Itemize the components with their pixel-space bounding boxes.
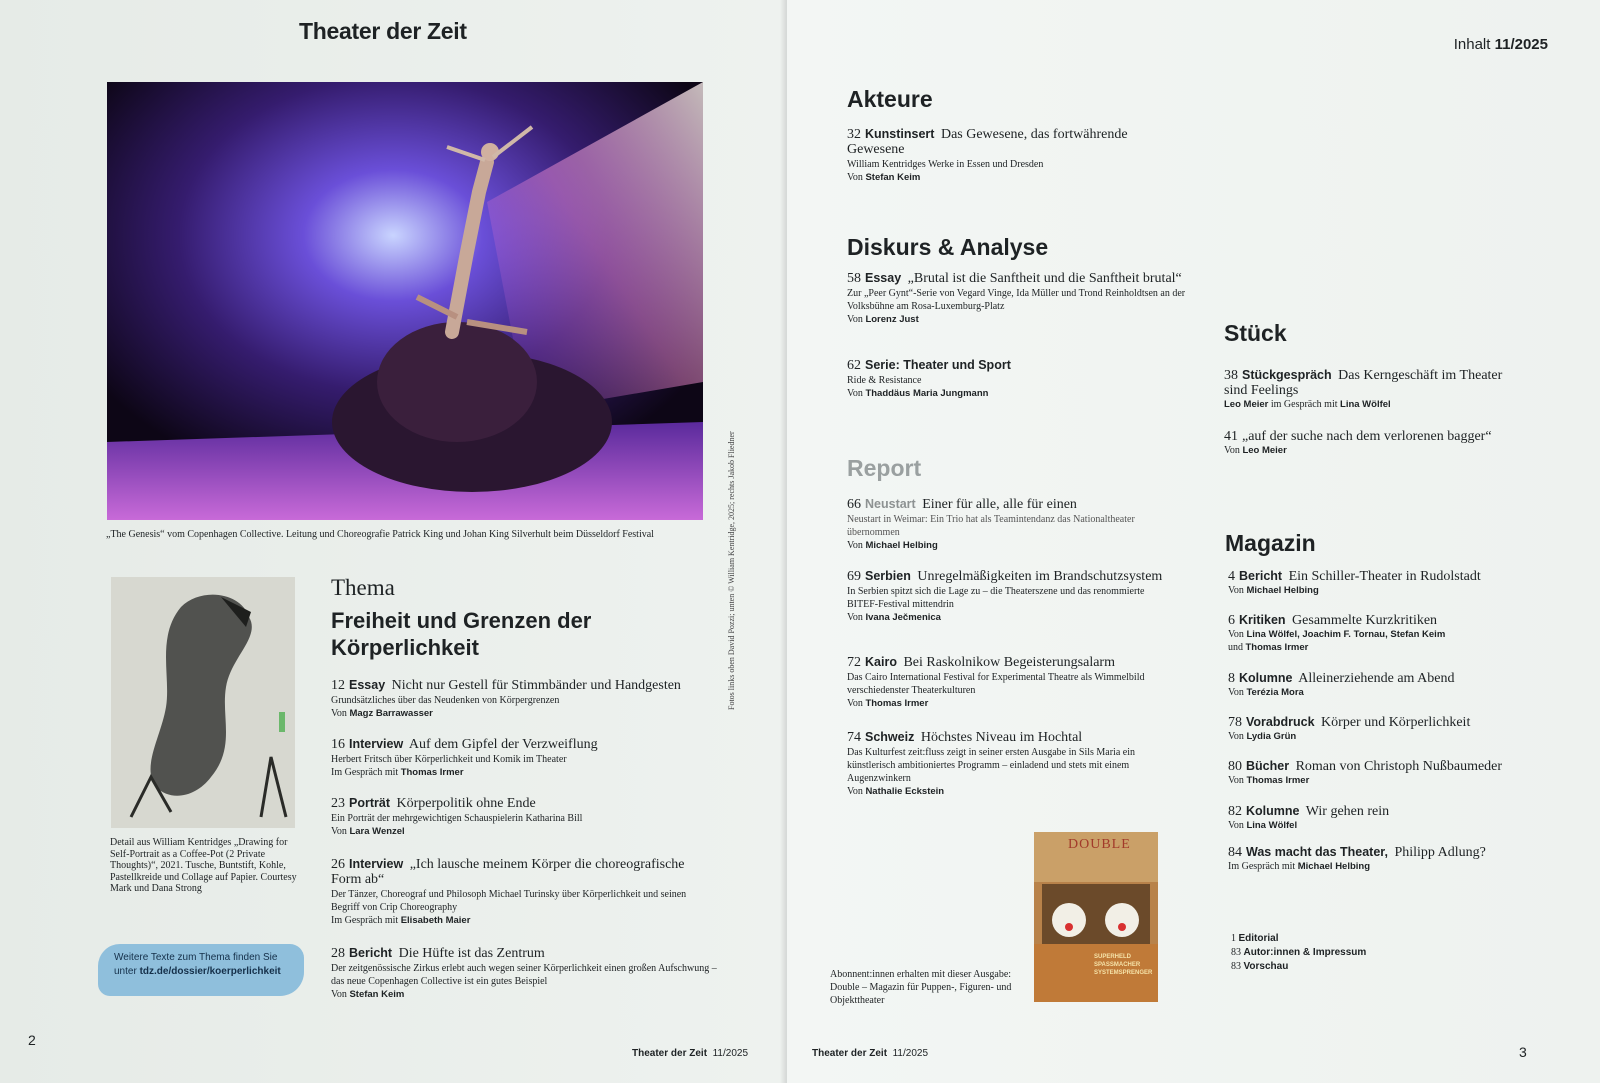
entry-keyword: Kunstinsert xyxy=(865,127,935,141)
entry-byline: Im Gespräch mit Thomas Irmer xyxy=(331,767,464,778)
entry-title: Das Kerngeschäft im Theater sind Feelings xyxy=(1224,368,1503,398)
footer-left xyxy=(632,1048,748,1059)
right-page xyxy=(787,0,1600,1083)
entry-title: Ein Schiller-Theater in Rudolstadt xyxy=(1288,569,1481,584)
cta-prefix: unter xyxy=(114,966,137,977)
toc-entry[interactable]: 66 Neustart Einer für alle, alle für einen Neustart in Weimar: Ein Trio hat als Teamintendanz das Nationaltheater übernommen Von Michael Helbing xyxy=(847,497,1177,552)
section-akteure: Akteure xyxy=(847,86,933,112)
entry-title: Gesammelte Kurzkritiken xyxy=(1292,613,1438,628)
entry-byline: Von Lina Wölfel xyxy=(1228,820,1298,831)
entry-byline: Von Lara Wenzel xyxy=(331,826,405,837)
entry-keyword: Essay xyxy=(865,271,902,285)
footer-issue: 11/2025 xyxy=(892,1048,928,1059)
drawing-graphic xyxy=(111,577,295,828)
entry-keyword: Neustart xyxy=(865,497,916,511)
cta-line1: Weitere Texte zum Thema finden Sie xyxy=(114,952,278,963)
entry-byline: Von Ivana Ječmenica xyxy=(847,612,941,623)
entry-byline: Leo Meier im Gespräch mit Lina Wölfel xyxy=(1224,399,1391,410)
entry-description: Neustart in Weimar: Ein Trio hat als Teamintendanz das Nationaltheater übernommen xyxy=(847,514,1135,538)
entry-keyword: Stückgespräch xyxy=(1242,368,1332,382)
subscriber-note: Abonnent:innen erhalten mit dieser Ausgabe: Double – Magazin für Puppen-, Figuren- und Objekttheater xyxy=(830,969,1012,1006)
entry-keyword: Serie: Theater und Sport xyxy=(865,358,1011,372)
entry-title: „auf der suche nach dem verlorenen bagger“ xyxy=(1242,429,1492,444)
entry-description: Ride & Resistance xyxy=(847,375,922,386)
stage-photo xyxy=(107,82,703,520)
double-magazine-cover xyxy=(1034,832,1158,1002)
entry-description: William Kentridges Werke in Essen und Dresden xyxy=(847,159,1044,170)
entry-description: In Serbien spitzt sich die Lage zu – die Theaterszene und das renommierte BITEF-Festival mittendrin xyxy=(847,586,1145,610)
entry-byline: Von Lina Wölfel, Joachim F. Tornau, Stefan Keim xyxy=(1228,629,1446,640)
photo-credit: Fotos links oben David Pozzi; unten © William Kentridge, 2025; rechts Jakob Fliedner xyxy=(727,431,736,710)
entry-byline: Von Nathalie Eckstein xyxy=(847,786,945,797)
entry-title: „Ich lausche meinem Körper die choreografische Form ab“ xyxy=(331,857,685,887)
entry-byline: Von Stefan Keim xyxy=(331,989,405,1000)
entry-keyword: Schweiz xyxy=(865,730,915,744)
entry-keyword: Bericht xyxy=(1239,569,1283,583)
entry-byline: Von Thaddäus Maria Jungmann xyxy=(847,388,989,399)
entry-title: Das Gewesene, das fortwährende Gewesene xyxy=(847,127,1128,157)
entry-keyword: Bericht xyxy=(349,946,393,960)
footer-title: Theater der Zeit xyxy=(632,1048,708,1059)
entry-description: Das Kulturfest zeit:fluss zeigt in seiner ersten Ausgabe in Sils Maria ein künstlerisch ambitioniertes Programm – einladend und stets mit einem Augenzwinkern xyxy=(847,747,1135,784)
entry-title: Auf dem Gipfel der Verzweiflung xyxy=(408,737,598,752)
entry-byline: Von Stefan Keim xyxy=(847,172,921,183)
entry-description: Das Cairo International Festival for Experimental Theatre als Wimmelbild verschiedenster Theaterkulturen xyxy=(847,672,1145,696)
toc-entry[interactable]: 72 Kairo Bei Raskolnikow Begeisterungsalarm Das Cairo International Festival for Experimental Theatre als Wimmelbild verschiedenster Theaterkulturen Von Thomas Irmer xyxy=(847,655,1177,710)
entry-byline: Von Michael Helbing xyxy=(1228,585,1319,596)
toc-entry[interactable]: 74 Schweiz Höchstes Niveau im Hochtal Das Kulturfest zeit:fluss zeigt in seiner ersten Ausgabe in Sils Maria ein künstlerisch ambitioniertes Programm – einladend und stets mit einem Augenzwinkern Von Nathalie Eckstein xyxy=(847,730,1177,798)
toc-entry[interactable]: 62 Serie: Theater und Sport Ride & Resistance Von Thaddäus Maria Jungmann xyxy=(847,358,1192,400)
entry-title: Philipp Adlung? xyxy=(1394,845,1486,860)
kentridge-drawing xyxy=(111,577,295,828)
masthead-title: Theater der Zeit xyxy=(299,18,467,44)
toc-entry[interactable]: 80 Bücher Roman von Christoph Nußbaumeder Von Thomas Irmer xyxy=(1228,759,1558,787)
extra-item[interactable]: 1 Editorial xyxy=(1231,933,1279,944)
entry-byline: Von Michael Helbing xyxy=(847,540,938,551)
extra-item[interactable]: 83 Vorschau xyxy=(1231,961,1289,972)
extras-list xyxy=(1231,932,1366,974)
entry-page-number: 16 xyxy=(331,737,345,752)
extra-item[interactable]: 83 Autor:innen & Impressum xyxy=(1231,947,1367,958)
cover-headline: SUPERHELD SPASSMACHER SYSTEMSPRENGER xyxy=(1094,954,1153,976)
toc-entry[interactable]: 41 „auf der suche nach dem verlorenen bagger“ Von Leo Meier xyxy=(1224,429,1524,457)
entry-title: Die Hüfte ist das Zentrum xyxy=(398,946,545,961)
entry-keyword: Essay xyxy=(349,678,386,692)
entry-title: Körper und Körperlichkeit xyxy=(1321,715,1471,730)
toc-entry[interactable] xyxy=(331,796,716,838)
entry-page-number: 12 xyxy=(331,678,345,693)
entry-keyword: Interview xyxy=(349,857,404,871)
section-report: Report xyxy=(847,455,922,481)
entry-byline: Von Lydia Grün xyxy=(1228,731,1297,742)
toc-entry[interactable]: 4 Bericht Ein Schiller-Theater in Rudolstadt Von Michael Helbing xyxy=(1228,569,1558,597)
author-name: Thomas Irmer xyxy=(400,767,464,778)
entry-keyword: Kolumne xyxy=(1246,804,1300,818)
toc-entry[interactable]: 84 Was macht das Theater, Philipp Adlung? Im Gespräch mit Michael Helbing xyxy=(1228,845,1558,873)
entry-title: Nicht nur Gestell für Stimmbänder und Handgesten xyxy=(391,678,681,693)
entry-byline: Von Terézia Mora xyxy=(1228,687,1304,698)
footer-title: Theater der Zeit xyxy=(812,1048,888,1059)
entry-title: Körperpolitik ohne Ende xyxy=(396,796,536,811)
dossier-url-link[interactable]: tdz.de/dossier/koerperlichkeit xyxy=(139,966,281,977)
section-diskurs: Diskurs & Analyse xyxy=(847,234,1049,260)
contents-issue: 11/2025 xyxy=(1494,36,1548,53)
cover-title: DOUBLE xyxy=(1068,837,1131,852)
toc-entry[interactable] xyxy=(331,857,716,927)
page-number-left: 2 xyxy=(28,1032,36,1048)
entry-keyword: Kolumne xyxy=(1239,671,1293,685)
page-number-right: 3 xyxy=(1519,1044,1527,1060)
toc-entry[interactable] xyxy=(331,737,716,779)
section-stueck: Stück xyxy=(1224,320,1287,346)
toc-entry[interactable] xyxy=(331,678,716,720)
entry-keyword: Vorabdruck xyxy=(1246,715,1315,729)
author-name: Lara Wenzel xyxy=(349,826,405,837)
entry-description: Herbert Fritsch über Körperlichkeit und Komik im Theater xyxy=(331,754,567,765)
entry-keyword: Kairo xyxy=(865,655,897,669)
toc-entry[interactable]: 78 Vorabdruck Körper und Körperlichkeit Von Lydia Grün xyxy=(1228,715,1558,743)
entry-page-number: 28 xyxy=(331,946,345,961)
entry-keyword: Porträt xyxy=(349,796,390,810)
toc-entry[interactable]: 82 Kolumne Wir gehen rein Von Lina Wölfel xyxy=(1228,804,1558,832)
entry-byline: Von Lorenz Just xyxy=(847,314,919,325)
entry-title: „Brutal ist die Sanftheit und die Sanftheit brutal“ xyxy=(907,271,1182,286)
entry-title: Unregelmäßigkeiten im Brandschutzsystem xyxy=(917,569,1163,584)
toc-entry[interactable]: 6 Kritiken Gesammelte Kurzkritiken Von Lina Wölfel, Joachim F. Tornau, Stefan Keim und Thomas Irmer xyxy=(1228,613,1558,654)
left-page xyxy=(0,0,787,1083)
author-name: Magz Barrawasser xyxy=(349,708,433,719)
toc-entry[interactable]: 8 Kolumne Alleinerziehende am Abend Von Terézia Mora xyxy=(1228,671,1558,699)
toc-entry[interactable]: 38 Stückgespräch Das Kerngeschäft im Theater sind Feelings Leo Meier im Gespräch mit Lina Wölfel xyxy=(1224,368,1524,411)
stage-photo-graphic xyxy=(107,82,703,520)
entry-keyword: Kritiken xyxy=(1239,613,1286,627)
entry-description: Der zeitgenössische Zirkus erlebt auch wegen seiner Körperlichkeit einen großen Aufschwung – das neue Copenhagen Collective ist ein gutes Beispiel xyxy=(331,963,717,987)
entry-title: Alleinerziehende am Abend xyxy=(1298,671,1455,686)
entry-byline: Von Thomas Irmer xyxy=(1228,775,1310,786)
entry-keyword: Interview xyxy=(349,737,404,751)
entry-title: Höchstes Niveau im Hochtal xyxy=(920,730,1083,745)
author-name: Elisabeth Maier xyxy=(400,915,471,926)
entry-page-number: 26 xyxy=(331,857,345,872)
section-magazin: Magazin xyxy=(1225,530,1316,556)
entry-description: Zur „Peer Gynt“-Serie von Vegard Vinge, Ida Müller und Trond Reinholdtsen an der Volksbühne am Rosa-Luxemburg-Platz xyxy=(847,288,1186,312)
contents-label: Inhalt xyxy=(1453,36,1491,53)
photo-caption: „The Genesis“ vom Copenhagen Collective. Leitung und Choreografie Patrick King und Johan King Silverhult beim Düsseldorf Festival xyxy=(106,529,654,540)
entry-page-number: 23 xyxy=(331,796,345,811)
entry-keyword: Serbien xyxy=(865,569,911,583)
cta-line2 xyxy=(114,965,304,979)
entry-byline: Im Gespräch mit Elisabeth Maier xyxy=(331,915,471,926)
entry-keyword: Was macht das Theater, xyxy=(1246,845,1388,859)
entry-description: Der Tänzer, Choreograf und Philosoph Michael Turinsky über Körperlichkeit und seinen Begriff von Crip Choreography xyxy=(331,889,687,913)
contents-header xyxy=(1454,36,1548,53)
entry-byline: Von Thomas Irmer xyxy=(847,698,929,709)
entry-keyword: Bücher xyxy=(1246,759,1290,773)
entry-byline: Von Magz Barrawasser xyxy=(331,708,433,719)
entry-title: Wir gehen rein xyxy=(1305,804,1390,819)
toc-entry[interactable]: 69 Serbien Unregelmäßigkeiten im Brandschutzsystem In Serbien spitzt sich die Lage zu – die Theaterszene und das renommierte BITEF-Festival mittendrin Von Ivana Ječmenica xyxy=(847,569,1177,624)
author-name: Stefan Keim xyxy=(349,989,405,1000)
thema-label: Thema xyxy=(331,575,395,600)
dossier-link-callout[interactable] xyxy=(98,944,304,996)
footer-issue: 11/2025 xyxy=(712,1048,748,1059)
entry-description: Ein Porträt der mehrgewichtigen Schauspielerin Katharina Bill xyxy=(331,813,583,824)
toc-entry[interactable]: 32 Kunstinsert Das Gewesene, das fortwährende Gewesene William Kentridges Werke in Essen und Dresden Von Stefan Keim xyxy=(847,127,1177,184)
drawing-caption: Detail aus William Kentridges „Drawing for Self-Portrait as a Coffee-Pot (2 Private Thoughts)“, 2021. Tusche, Buntstift, Kohle, Pastellkreide und Collage auf Papier. Courtesy Mark und Dana Strong xyxy=(110,837,297,894)
thema-title: Freiheit und Grenzen der Körperlichkeit xyxy=(331,608,592,660)
entry-title: Bei Raskolnikow Begeisterungsalarm xyxy=(903,655,1115,670)
toc-entry[interactable] xyxy=(331,946,731,1001)
entry-byline: Im Gespräch mit Michael Helbing xyxy=(1228,861,1371,872)
entry-byline: Von Leo Meier xyxy=(1224,445,1287,456)
entry-title: Roman von Christoph Nußbaumeder xyxy=(1295,759,1503,774)
footer-right xyxy=(812,1048,928,1059)
entry-title: Einer für alle, alle für einen xyxy=(922,497,1077,512)
entry-description: Grundsätzliches über das Neudenken von Körpergrenzen xyxy=(331,695,560,706)
entry-byline-continued: und Thomas Irmer xyxy=(1228,642,1309,653)
toc-entry[interactable]: 58 Essay „Brutal ist die Sanftheit und die Sanftheit brutal“ Zur „Peer Gynt“-Serie von Vegard Vinge, Ida Müller und Trond Reinholdtsen an der Volksbühne am Rosa-Luxemburg-Platz Von Lorenz Just xyxy=(847,271,1192,326)
